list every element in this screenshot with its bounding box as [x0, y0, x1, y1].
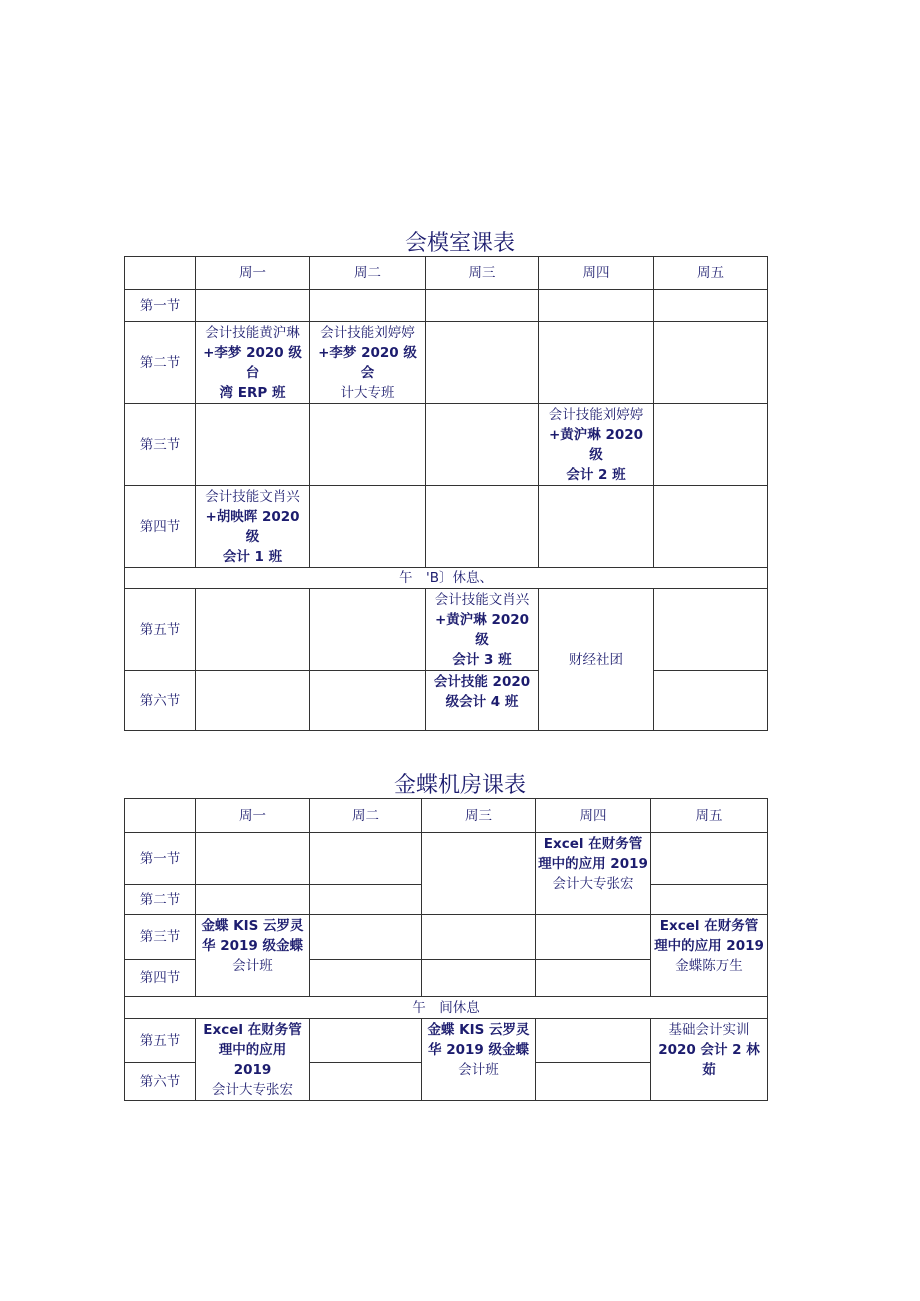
day-header-fri: 周五: [654, 257, 768, 290]
class-line: 华 2019 级金蝶: [428, 1042, 529, 1058]
cell-empty: [426, 404, 539, 486]
class-line: 级会计 4 班: [445, 694, 519, 710]
class-line: Excel 在财务管: [203, 1022, 302, 1038]
kingdee-lab-schedule-table: [124, 798, 768, 1101]
period-1-label: 第一节: [125, 290, 196, 322]
cell-empty: [310, 671, 426, 731]
lunch-break-row: 午 间休息: [125, 997, 768, 1019]
period-6-label: 第六节: [125, 1063, 196, 1101]
period-6-label: 第六节: [125, 671, 196, 731]
corner-cell: [125, 799, 196, 833]
cell-empty: [310, 1019, 422, 1063]
class-line: 会计班: [458, 1062, 499, 1078]
class-cell: [651, 915, 768, 997]
cell-empty: [196, 833, 310, 885]
class-line: 会计技能文肖兴: [205, 489, 300, 505]
cell-empty: [310, 404, 426, 486]
class-line: +黄沪琳 2020 级: [434, 612, 530, 648]
class-line: +李梦 2020 级台: [203, 345, 302, 381]
day-header-mon: 周一: [196, 799, 310, 833]
cell-empty: [654, 322, 768, 404]
class-line: 金蝶 KIS 云罗灵: [201, 918, 304, 934]
class-cell: [196, 915, 310, 997]
class-line: Excel 在财务管: [659, 918, 759, 934]
period-1-label: 第一节: [125, 833, 196, 885]
cell-empty: [536, 960, 651, 997]
cell-empty: [654, 404, 768, 486]
period-3-label: 第三节: [125, 404, 196, 486]
cell-empty: [310, 833, 422, 885]
class-line: 会计技能刘婷婷: [548, 407, 644, 423]
day-header-thu: 周四: [539, 257, 654, 290]
period-2-label: 第二节: [125, 322, 196, 404]
day-header-wed: 周三: [422, 799, 536, 833]
cell-empty: [196, 885, 310, 915]
lunch-break-row: 午 'B〕休息、: [125, 568, 768, 589]
cell-empty: [310, 1063, 422, 1101]
class-line: 金蝶 KIS 云罗灵: [427, 1022, 530, 1038]
class-cell: [539, 404, 654, 486]
cell-empty: [651, 833, 768, 885]
cell-empty: [310, 589, 426, 671]
classroom-schedule-table: [124, 256, 768, 731]
cell-empty: [536, 1063, 651, 1101]
class-line: 会计技能 2020: [433, 674, 531, 690]
day-header-fri: 周五: [651, 799, 768, 833]
class-cell: [536, 833, 651, 915]
class-line: Excel 在财务管: [543, 836, 643, 852]
cell-empty: [539, 322, 654, 404]
cell-empty: [536, 915, 651, 960]
cell-empty: [310, 486, 426, 568]
class-line: 会计 1 班: [222, 549, 283, 565]
class-cell: [196, 1019, 310, 1101]
cell-empty: [426, 290, 539, 322]
class-cell: [310, 322, 426, 404]
class-line: 会计 3 班: [452, 652, 512, 668]
cell-empty: [196, 589, 310, 671]
class-line: 计大专班: [340, 385, 395, 401]
cell-empty: [654, 486, 768, 568]
cell-empty: [654, 671, 768, 731]
cell-empty: [196, 290, 310, 322]
class-line: +黄沪琳 2020 级: [548, 427, 644, 463]
cell-empty: [426, 322, 539, 404]
class-line: 会计大专张宏: [552, 876, 634, 892]
class-line: 会计大专张宏: [212, 1082, 293, 1098]
class-line: 金蝶陈万生: [675, 958, 743, 974]
class-line: 2020 会计 2 林茹: [658, 1042, 760, 1078]
class-line: +胡映晖 2020 级: [205, 509, 300, 545]
cell-empty: [426, 486, 539, 568]
class-line: 会计 2 班: [566, 467, 626, 483]
cell-empty: [196, 671, 310, 731]
period-5-label: 第五节: [125, 589, 196, 671]
class-cell: [426, 589, 539, 671]
class-line: 湾 ERP 班: [219, 385, 286, 401]
class-line: 会计技能刘婷婷: [320, 325, 415, 341]
class-cell: [196, 322, 310, 404]
cell-empty: [310, 915, 422, 960]
cell-empty: [422, 915, 536, 960]
class-line: 理中的应用 2019: [218, 1042, 287, 1078]
cell-empty: [651, 885, 768, 915]
table2-title: 金蝶机房课表: [393, 773, 526, 798]
class-cell: [651, 1019, 768, 1101]
table1-title: 会模室课表: [404, 231, 515, 256]
class-cell: [422, 1019, 536, 1101]
day-header-thu: 周四: [536, 799, 651, 833]
period-3-label: 第三节: [125, 915, 196, 960]
class-line: 会计技能文肖兴: [434, 592, 530, 608]
class-cell: [196, 486, 310, 568]
class-line: +李梦 2020 级会: [318, 345, 417, 381]
cell-empty: [310, 885, 422, 915]
day-header-mon: 周一: [196, 257, 310, 290]
day-header-wed: 周三: [426, 257, 539, 290]
class-line: 理中的应用 2019: [538, 856, 648, 872]
class-line: 基础会计实训: [668, 1022, 750, 1038]
period-5-label: 第五节: [125, 1019, 196, 1063]
period-4-label: 第四节: [125, 960, 196, 997]
club-cell: 财经社团: [539, 589, 654, 731]
cell-empty: [310, 960, 422, 997]
day-header-tue: 周二: [310, 799, 422, 833]
cell-empty: [422, 960, 536, 997]
period-4-label: 第四节: [125, 486, 196, 568]
cell-empty: [196, 404, 310, 486]
period-2-label: 第二节: [125, 885, 196, 915]
corner-cell: [125, 257, 196, 290]
day-header-tue: 周二: [310, 257, 426, 290]
cell-empty: [654, 290, 768, 322]
cell-empty: [536, 1019, 651, 1063]
cell-empty: [539, 290, 654, 322]
cell-empty: [654, 589, 768, 671]
class-cell: [426, 671, 539, 731]
class-line: 会计技能黄沪琳: [205, 325, 300, 341]
class-line: 华 2019 级金蝶: [202, 938, 303, 954]
class-line: 会计班: [232, 958, 273, 974]
cell-empty: [310, 290, 426, 322]
cell-empty: [539, 486, 654, 568]
class-line: 理中的应用 2019: [654, 938, 764, 954]
cell-empty: [422, 833, 536, 915]
